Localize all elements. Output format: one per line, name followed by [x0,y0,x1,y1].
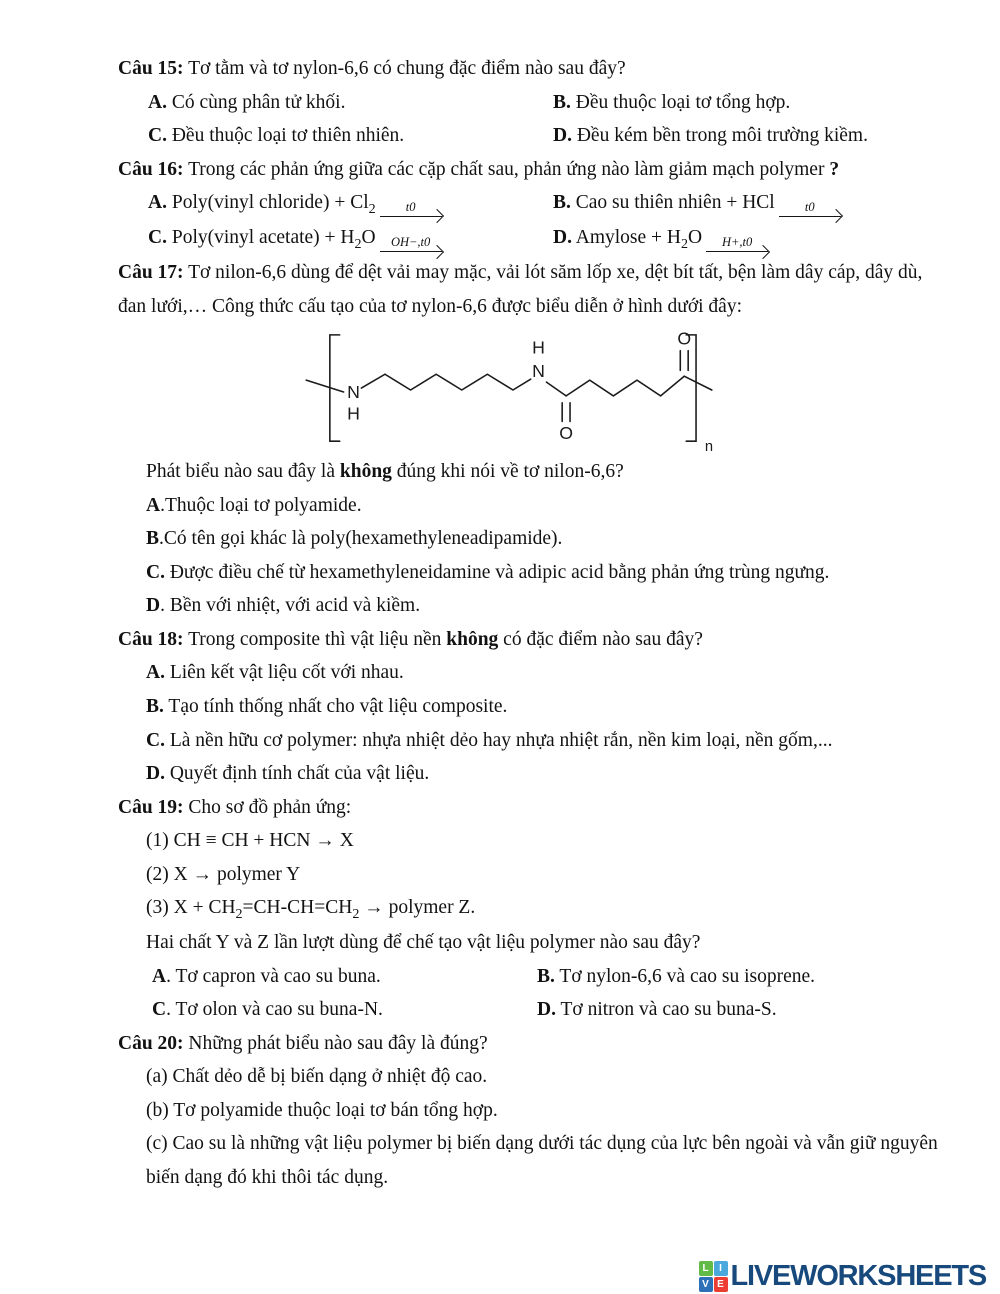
statement-18-b[interactable]: B. Tạo tính thống nhất cho vật liệu composite. [146,696,508,717]
option-15-b[interactable]: B. Đều thuộc loại tơ tổng hợp. [553,91,791,113]
question-17-subquestion: Phát biểu nào sau đây là không đúng khi nói về tơ nilon-6,6? [146,461,624,483]
reaction-arrow: H+,t0 [706,235,768,252]
repeat-subscript-n: n [704,439,714,454]
atom-n1: N [347,382,360,403]
atom-n2: N [532,361,545,382]
logo-tile-l: L [699,1261,713,1276]
option-19-d[interactable]: D. Tơ nitron và cao su buna-S. [537,999,777,1021]
option-19-a[interactable]: A. Tơ capron và cao su buna. [152,965,381,987]
option-16-c[interactable]: C. Poly(vinyl acetate) + $H_2O$ OH−,t0 [148,221,553,256]
question-15-options [118,86,938,153]
statement-18-a[interactable]: A. Liên kết vật liệu cốt với nhau. [146,662,404,684]
atom-h2: H [532,337,545,358]
liveworksheets-logo[interactable] [699,1261,987,1292]
atom-o2: O [677,329,692,349]
statement-20-b[interactable]: (b) Tơ polyamide thuộc loại tơ bán tổng hợp. [146,1099,498,1121]
liveworksheets-wordmark: LIVEWORKSHEETS [730,1260,986,1292]
statement-17-c[interactable]: C. Được điều chế từ hexamethyleneidamine và adipic acid bằng phản ứng trùng ngưng. [146,561,830,583]
option-19-c[interactable]: C. Tơ olon và cao su buna-N. [152,999,383,1021]
statement-17-a[interactable]: A.Thuộc loại tơ polyamide. [146,494,362,516]
question-20-stem: Câu 20: Những phát biểu nào sau đây là đúng? [118,1032,488,1054]
atom-h1: H [347,403,360,424]
option-19-b[interactable]: B. Tơ nylon-6,6 và cao su isoprene. [537,965,816,987]
logo-tile-e: E [714,1277,728,1292]
reaction-arrow: OH−,t0 [380,235,442,252]
question-19-stem: Câu 19: Cho sơ đồ phản ứng: [118,796,352,818]
option-15-d[interactable]: D. Đều kém bền trong môi trường kiềm. [553,125,868,147]
reaction-arrow: t0 [779,200,841,217]
statement-18-d[interactable]: D. Quyết định tính chất của vật liệu. [146,763,430,785]
question-16-options [118,186,938,256]
question-17-stem: Câu 17: Tơ nilon-6,6 dùng để dệt vải may mặc, vải lót săm lốp xe, dệt bít tất, bện làm dây cáp, dây dù, đan lưới,… Công thức cấu tạo của tơ nylon-6,6 được biểu diễn ở hình dưới đây: [118,262,923,317]
liveworksheets-logo-icon [699,1261,728,1292]
reaction-arrow: t0 [380,200,442,217]
option-15-a[interactable]: A. Có cùng phân tử khối. [148,91,346,113]
nylon-66-structure-diagram [298,327,722,453]
statement-17-d[interactable]: D. Bền với nhiệt, với acid và kiềm. [146,595,421,617]
equation-19-2: (2) X → polymer Y [146,863,301,885]
question-15-stem: Câu 15: Tơ tằm và tơ nylon-6,6 có chung đặc điểm nào sau đây? [118,58,626,79]
question-18-stem: Câu 18: Trong composite thì vật liệu nền không có đặc điểm nào sau đây? [118,628,703,650]
atom-o1: O [559,423,573,444]
option-16-d[interactable]: D. Amylose + $H_2O$ H+,t0 [553,221,938,256]
option-15-c[interactable]: C. Đều thuộc loại tơ thiên nhiên. [148,125,405,147]
equation-19-1: (1) CH ≡ CH + HCN → X [146,830,354,852]
question-19-subquestion: Hai chất Y và Z lần lượt dùng để chế tạo vật liệu polymer nào sau đây? [146,932,701,954]
option-16-b[interactable]: B. Cao su thiên nhiên + HCl t0 [553,186,938,221]
option-16-a[interactable]: A. Poly(vinyl chloride) + $Cl_2$ t0 [148,186,553,221]
statement-20-c[interactable]: (c) Cao su là những vật liệu polymer bị biến dạng dưới tác dụng của lực bên ngoài và vẫn giữ nguyên biến dạng đó khi thôi tác dụng. [146,1133,938,1188]
question-16-stem: Câu 16: Trong các phản ứng giữa các cặp chất sau, phản ứng nào làm giảm mạch polymer ? [118,158,840,180]
logo-tile-i: I [714,1261,728,1276]
statement-17-b[interactable]: B.Có tên gọi khác là poly(hexamethyleneadipamide). [146,528,563,550]
logo-tile-v: V [699,1277,713,1292]
equation-19-3: (3) $X + CH_2=CH-CH=CH_2$ → polymer Z. [146,897,476,923]
question-19-options [118,960,938,1027]
statement-20-a[interactable]: (a) Chất dẻo dễ bị biến dạng ở nhiệt độ cao. [146,1066,488,1088]
statement-18-c[interactable]: C. Là nền hữu cơ polymer: nhựa nhiệt dẻo hay nhựa nhiệt rắn, nền kim loại, nền gốm,... [146,729,833,751]
